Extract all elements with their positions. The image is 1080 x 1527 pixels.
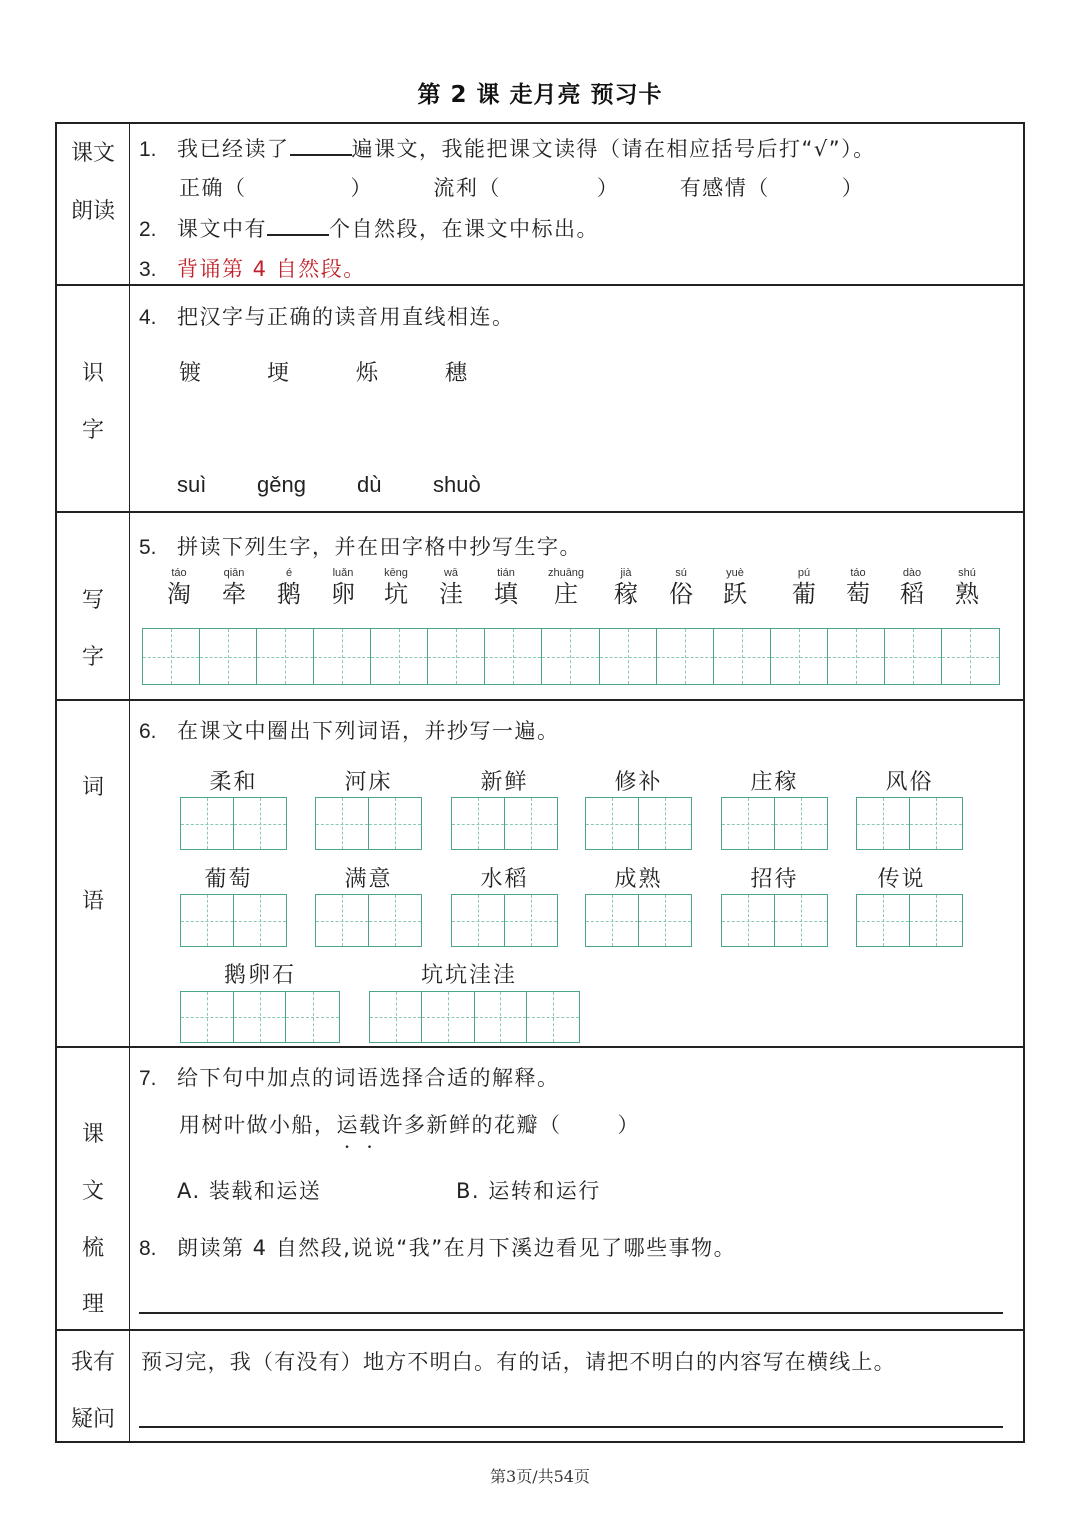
tianzige-cell[interactable] [600,629,657,684]
tianzige-cell[interactable] [775,895,827,946]
new-character: táo 淘 [167,567,191,608]
option-correct-label: 正确（ [179,176,247,200]
question-7-sentence: 用树叶做小船，运载许多新鲜的花瓣（ ） [179,1109,640,1139]
section-label-comprehension: 文 [81,1179,104,1204]
tianzige-cell[interactable] [181,798,234,849]
new-character: luǎn 卵 [331,567,355,608]
word-writing-box[interactable] [315,797,422,850]
label-column-divider [129,122,130,1443]
page-title: 第 2 课 走月亮 预习卡 [417,82,663,108]
new-character: sú 俗 [669,567,693,608]
question-8: 8. 朗读第 4 自然段,说说“我”在月下溪边看见了哪些事物。 [139,1236,737,1260]
questions-prompt: 预习完，我（有没有）地方不明白。有的话，请把不明白的内容写在横线上。 [141,1350,896,1374]
vocab-word: 招待 [750,867,799,892]
row-divider [55,1329,1025,1331]
word-writing-box[interactable] [180,797,287,850]
tianzige-cell[interactable] [775,798,827,849]
match-pinyin[interactable]: shuò [433,472,481,497]
dotted-char: 运 [336,1113,359,1137]
tianzige-cell[interactable] [286,992,339,1042]
tianzige-cell[interactable] [314,629,371,684]
vocab-word: 河床 [344,770,393,795]
tianzige-cell[interactable] [505,895,557,946]
section-label-comprehension: 课 [81,1122,104,1147]
vocab-word: 传说 [877,867,926,892]
new-character: shú 熟 [955,567,979,608]
answer-line-q8[interactable] [139,1312,1003,1314]
vocab-word: 柔和 [209,770,258,795]
section-label-words-2: 语 [81,889,104,914]
new-character: wā 洼 [439,567,463,608]
tianzige-cell[interactable] [422,992,474,1042]
tianzige-cell[interactable] [370,992,422,1042]
match-pinyin[interactable]: gěng [257,472,306,497]
new-character: tián 填 [494,567,518,608]
row-divider [55,1046,1025,1048]
question-7: 7. 给下句中加点的词语选择合适的解释。 [139,1066,560,1090]
option-fluent-label: 流利（ [433,176,501,200]
question-6: 6. 在课文中圈出下列词语，并抄写一遍。 [139,719,560,743]
question-3: 3. 背诵第 4 自然段。 [139,257,366,281]
vocab-word: 庄稼 [750,770,799,795]
tianzige-cell[interactable] [234,992,287,1042]
word-writing-box[interactable] [451,894,558,947]
section-label-comprehension: 梳 [81,1236,104,1261]
word-writing-box[interactable] [856,894,963,947]
tianzige-cell[interactable] [369,798,421,849]
tianzige-cell[interactable] [452,798,505,849]
recite-instruction: 背诵第 4 自然段。 [177,257,366,281]
tianzige-cell[interactable] [505,798,557,849]
match-hanzi[interactable]: 埂 [267,361,290,386]
tianzige-cell[interactable] [910,798,962,849]
question-4: 4. 把汉字与正确的读音用直线相连。 [139,305,515,329]
vocab-word: 满意 [344,867,393,892]
vocab-word: 葡萄 [204,867,253,892]
tianzige-cell[interactable] [452,895,505,946]
word-writing-box[interactable] [451,797,558,850]
new-character: yuè 跃 [723,567,747,608]
option-a[interactable]: A. 装载和运送 [177,1179,322,1203]
vocab-word: 成熟 [614,867,663,892]
tianzige-cell[interactable] [857,798,910,849]
tianzige-cell[interactable] [722,895,775,946]
tianzige-cell[interactable] [181,992,234,1042]
match-pinyin[interactable]: dù [357,472,382,497]
vocab-word: 鹅卵石 [223,963,296,988]
vocab-word: 坑坑洼洼 [420,963,517,988]
row-divider [55,699,1025,701]
section-label-words-1: 词 [81,775,104,800]
answer-line-questions[interactable] [139,1426,1003,1428]
tianzige-cell[interactable] [143,629,200,684]
vocab-word: 新鲜 [480,770,529,795]
tianzige-cell[interactable] [857,895,910,946]
tianzige-cell[interactable] [771,629,828,684]
option-expressive-label: 有感情（ [679,176,770,200]
word-writing-box[interactable] [369,991,580,1043]
tianzige-cell[interactable] [316,895,369,946]
question-5: 5. 拼读下列生字，并在田字格中抄写生字。 [139,535,582,559]
section-label-comprehension: 理 [81,1292,104,1317]
tianzige-cell[interactable] [475,992,527,1042]
dotted-char: 载 [359,1113,382,1137]
section-label-literacy-1: 识 [81,361,104,386]
section-label-writing-2: 字 [81,645,104,670]
section-label-writing-1: 写 [81,588,104,613]
word-writing-box[interactable] [856,797,963,850]
tianzige-cell[interactable] [371,629,428,684]
tianzige-cell[interactable] [586,895,639,946]
tianzige-writing-grid[interactable] [142,628,1000,685]
section-label-reading-1: 课文 [70,141,115,166]
tianzige-cell[interactable] [885,629,942,684]
section-label-questions-2: 疑问 [70,1407,115,1432]
tianzige-cell[interactable] [527,992,579,1042]
word-writing-box[interactable] [180,991,340,1043]
section-label-reading-2: 朗读 [70,199,115,224]
tianzige-cell[interactable] [181,895,234,946]
tianzige-cell[interactable] [257,629,314,684]
new-character: táo 萄 [846,567,870,608]
times-read-blank[interactable] [290,136,352,156]
tianzige-cell[interactable] [316,798,369,849]
option-b[interactable]: B. 运转和运行 [456,1179,601,1203]
tianzige-cell[interactable] [714,629,771,684]
word-writing-box[interactable] [721,894,828,947]
reading-quality-options: 正确（ ） 流利（ ） 有感情（ ） [179,176,865,200]
question-2: 2. 课文中有 个自然段，在课文中标出。 [139,217,599,241]
tianzige-cell[interactable] [542,629,599,684]
tianzige-cell[interactable] [828,629,885,684]
tianzige-cell[interactable] [200,629,257,684]
page-number: 第3页/共54页 [490,1467,590,1486]
paragraph-count-blank[interactable] [267,216,329,236]
match-hanzi[interactable]: 烁 [356,361,379,386]
word-writing-box[interactable] [180,894,287,947]
section-label-literacy-2: 字 [81,418,104,443]
vocab-word: 风俗 [885,770,934,795]
tianzige-cell[interactable] [485,629,542,684]
tianzige-cell[interactable] [586,798,639,849]
row-divider [55,284,1025,286]
tianzige-cell[interactable] [234,798,286,849]
tianzige-cell[interactable] [910,895,962,946]
row-divider [55,511,1025,513]
new-character: zhuāng 庄 [547,567,585,608]
tianzige-cell[interactable] [639,798,691,849]
new-character: kēng 坑 [384,567,408,608]
word-writing-box[interactable] [315,894,422,947]
match-hanzi[interactable]: 镀 [179,361,202,386]
match-hanzi[interactable]: 穗 [445,361,468,386]
tianzige-cell[interactable] [428,629,485,684]
tianzige-cell[interactable] [234,895,286,946]
new-character: dào 稻 [900,567,924,608]
tianzige-cell[interactable] [369,895,421,946]
question-1: 1. 我已经读了 遍课文，我能把课文读得（请在相应括号后打“√”）。 [139,137,876,161]
tianzige-cell[interactable] [639,895,691,946]
tianzige-cell[interactable] [722,798,775,849]
tianzige-cell[interactable] [657,629,714,684]
vocab-word: 修补 [614,770,663,795]
match-pinyin[interactable]: suì [177,472,207,497]
word-writing-box[interactable] [585,894,692,947]
new-character: pú 葡 [792,567,816,608]
vocab-word: 水稻 [480,867,529,892]
new-character: qiān 牵 [222,567,246,608]
tianzige-cell[interactable] [942,629,999,684]
word-writing-box[interactable] [721,797,828,850]
word-writing-box[interactable] [585,797,692,850]
section-label-questions-1: 我有 [70,1350,115,1375]
new-character: é 鹅 [277,567,301,608]
new-character: jià 稼 [614,567,638,608]
